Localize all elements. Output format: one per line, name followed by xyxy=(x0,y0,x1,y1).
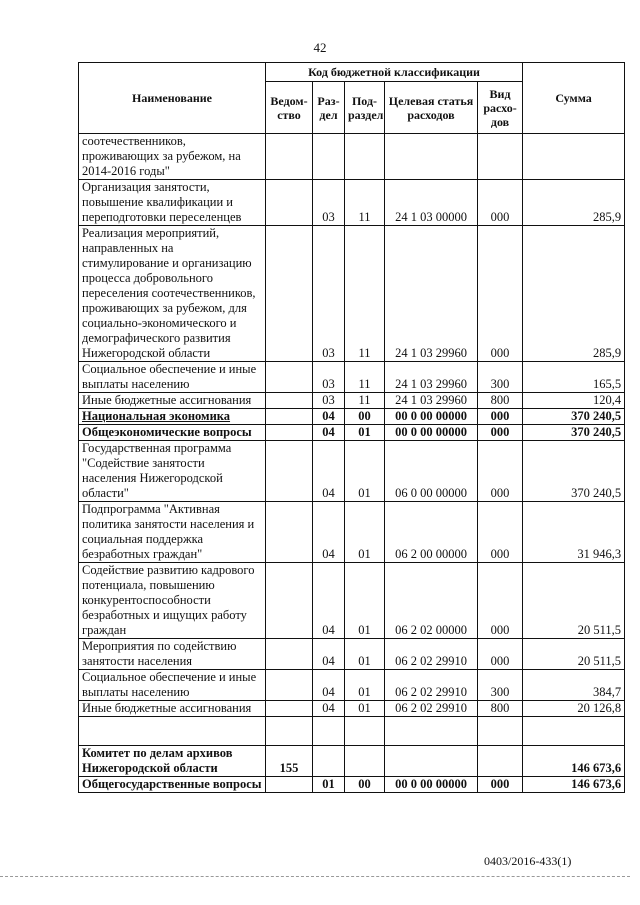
header-vid: Вид расхо-дов xyxy=(478,82,523,134)
cell-name: Социальное обеспечение и иные выплаты населению xyxy=(79,670,266,701)
cell-vedomstvo: 155 xyxy=(266,746,313,777)
cell-vid: 800 xyxy=(478,393,523,409)
bottom-divider xyxy=(0,876,630,877)
cell-podrazdel: 01 xyxy=(345,425,385,441)
cell-vedomstvo xyxy=(266,441,313,502)
cell-vid: 000 xyxy=(478,639,523,670)
cell-sum: 146 673,6 xyxy=(523,777,625,793)
cell-razdel xyxy=(313,746,345,777)
cell-target: 24 1 03 29960 xyxy=(385,393,478,409)
cell-vedomstvo xyxy=(266,393,313,409)
cell-podrazdel: 11 xyxy=(345,180,385,226)
cell-sum: 285,9 xyxy=(523,226,625,362)
table-row xyxy=(79,746,625,777)
table-row xyxy=(79,502,625,563)
table-header xyxy=(79,63,625,134)
cell-name: Иные бюджетные ассигнования xyxy=(79,393,266,409)
header-sum: Сумма xyxy=(523,63,625,134)
cell-name: Организация занятости, повышение квалификации и переподготовки переселенцев xyxy=(79,180,266,226)
budget-table xyxy=(78,62,625,793)
cell-vid xyxy=(478,134,523,180)
cell-razdel xyxy=(313,134,345,180)
cell-target: 24 1 03 29960 xyxy=(385,362,478,393)
cell-target xyxy=(385,746,478,777)
cell-target: 00 0 00 00000 xyxy=(385,777,478,793)
cell-vedomstvo xyxy=(266,639,313,670)
cell-vedomstvo xyxy=(266,701,313,717)
cell-name: Общегосударственные вопросы xyxy=(79,777,266,793)
cell-podrazdel: 11 xyxy=(345,393,385,409)
cell-sum: 285,9 xyxy=(523,180,625,226)
table-row xyxy=(79,393,625,409)
cell-vedomstvo xyxy=(266,777,313,793)
cell-sum xyxy=(523,134,625,180)
page-number: 42 xyxy=(313,40,327,55)
cell-target xyxy=(385,717,478,746)
cell-vedomstvo xyxy=(266,717,313,746)
cell-sum: 370 240,5 xyxy=(523,409,625,425)
cell-target: 00 0 00 00000 xyxy=(385,425,478,441)
cell-target: 24 1 03 00000 xyxy=(385,180,478,226)
cell-vid: 000 xyxy=(478,409,523,425)
cell-podrazdel: 11 xyxy=(345,226,385,362)
cell-razdel: 04 xyxy=(313,425,345,441)
cell-target: 06 0 00 00000 xyxy=(385,441,478,502)
cell-vedomstvo xyxy=(266,409,313,425)
cell-name: Социальное обеспечение и иные выплаты населению xyxy=(79,362,266,393)
cell-sum: 165,5 xyxy=(523,362,625,393)
cell-vedomstvo xyxy=(266,563,313,639)
cell-podrazdel: 01 xyxy=(345,563,385,639)
cell-sum: 120,4 xyxy=(523,393,625,409)
cell-sum: 370 240,5 xyxy=(523,425,625,441)
cell-name xyxy=(79,717,266,746)
table-body xyxy=(79,134,625,793)
cell-razdel: 04 xyxy=(313,639,345,670)
table-row xyxy=(79,701,625,717)
cell-vedomstvo xyxy=(266,134,313,180)
cell-name: соотечественников, проживающих за рубежом, на 2014-2016 годы" xyxy=(79,134,266,180)
cell-target: 06 2 02 29910 xyxy=(385,670,478,701)
cell-podrazdel: 00 xyxy=(345,777,385,793)
cell-podrazdel: 00 xyxy=(345,409,385,425)
cell-podrazdel: 01 xyxy=(345,670,385,701)
document-code: 0403/2016-433(1) xyxy=(484,854,572,868)
cell-razdel xyxy=(313,717,345,746)
header-code-group: Код бюджетной классификации xyxy=(266,63,523,82)
cell-sum: 384,7 xyxy=(523,670,625,701)
table-row xyxy=(79,717,625,746)
cell-target: 06 2 02 00000 xyxy=(385,563,478,639)
cell-name: Иные бюджетные ассигнования xyxy=(79,701,266,717)
cell-sum: 31 946,3 xyxy=(523,502,625,563)
cell-name: Мероприятия по содействию занятости населения xyxy=(79,639,266,670)
cell-sum: 20 511,5 xyxy=(523,563,625,639)
cell-podrazdel xyxy=(345,717,385,746)
table-row xyxy=(79,409,625,425)
cell-vid: 000 xyxy=(478,502,523,563)
table-row xyxy=(79,777,625,793)
cell-vid xyxy=(478,717,523,746)
cell-razdel: 04 xyxy=(313,563,345,639)
cell-razdel: 04 xyxy=(313,441,345,502)
header-podrazdel: Под-раздел xyxy=(345,82,385,134)
cell-target: 24 1 03 29960 xyxy=(385,226,478,362)
cell-sum xyxy=(523,717,625,746)
cell-razdel: 01 xyxy=(313,777,345,793)
cell-razdel: 03 xyxy=(313,393,345,409)
cell-podrazdel: 01 xyxy=(345,502,385,563)
cell-target: 06 2 00 00000 xyxy=(385,502,478,563)
cell-name: Общеэкономические вопросы xyxy=(79,425,266,441)
table-row xyxy=(79,425,625,441)
cell-vedomstvo xyxy=(266,226,313,362)
cell-vid: 000 xyxy=(478,180,523,226)
table-row xyxy=(79,180,625,226)
cell-vid: 000 xyxy=(478,425,523,441)
cell-sum: 146 673,6 xyxy=(523,746,625,777)
cell-podrazdel: 01 xyxy=(345,441,385,502)
cell-name: Национальная экономика xyxy=(79,409,266,425)
cell-name: Содействие развитию кадрового потенциала, повышению конкурентоспособности безработных и ищущих работу граждан xyxy=(79,563,266,639)
header-target: Целевая статья расходов xyxy=(385,82,478,134)
cell-razdel: 03 xyxy=(313,226,345,362)
cell-vid xyxy=(478,746,523,777)
cell-sum: 370 240,5 xyxy=(523,441,625,502)
cell-vid: 300 xyxy=(478,670,523,701)
cell-vedomstvo xyxy=(266,502,313,563)
cell-vedomstvo xyxy=(266,180,313,226)
cell-vid: 000 xyxy=(478,226,523,362)
cell-target xyxy=(385,134,478,180)
table-row xyxy=(79,362,625,393)
cell-name: Государственная программа "Содействие занятости населения Нижегородской области" xyxy=(79,441,266,502)
cell-sum: 20 126,8 xyxy=(523,701,625,717)
cell-podrazdel xyxy=(345,746,385,777)
cell-vid: 000 xyxy=(478,563,523,639)
cell-razdel: 03 xyxy=(313,180,345,226)
cell-target: 06 2 02 29910 xyxy=(385,701,478,717)
cell-vid: 300 xyxy=(478,362,523,393)
cell-vid: 000 xyxy=(478,777,523,793)
cell-vedomstvo xyxy=(266,425,313,441)
header-name: Наименование xyxy=(79,63,266,134)
table-row xyxy=(79,670,625,701)
cell-podrazdel: 01 xyxy=(345,639,385,670)
cell-podrazdel: 01 xyxy=(345,701,385,717)
cell-vedomstvo xyxy=(266,670,313,701)
cell-sum: 20 511,5 xyxy=(523,639,625,670)
cell-razdel: 04 xyxy=(313,502,345,563)
cell-razdel: 03 xyxy=(313,362,345,393)
cell-name: Подпрограмма "Активная политика занятости населения и социальная поддержка безработных граждан" xyxy=(79,502,266,563)
header-razdel: Раз-дел xyxy=(313,82,345,134)
cell-vedomstvo xyxy=(266,362,313,393)
cell-razdel: 04 xyxy=(313,670,345,701)
table-row xyxy=(79,226,625,362)
table-row xyxy=(79,441,625,502)
cell-name: Комитет по делам архивов Нижегородской области xyxy=(79,746,266,777)
cell-name: Реализация мероприятий, направленных на стимулирование и организацию процесса добровольного переселения соотечественников, проживающих за рубежом, для социально-экономического и демографического развития Нижегородской области xyxy=(79,226,266,362)
table-row xyxy=(79,639,625,670)
cell-razdel: 04 xyxy=(313,701,345,717)
cell-target: 00 0 00 00000 xyxy=(385,409,478,425)
cell-podrazdel: 11 xyxy=(345,362,385,393)
cell-vid: 800 xyxy=(478,701,523,717)
cell-podrazdel xyxy=(345,134,385,180)
cell-vid: 000 xyxy=(478,441,523,502)
cell-razdel: 04 xyxy=(313,409,345,425)
cell-target: 06 2 02 29910 xyxy=(385,639,478,670)
table-row xyxy=(79,134,625,180)
header-vedomstvo: Ведом-ство xyxy=(266,82,313,134)
table-row xyxy=(79,563,625,639)
